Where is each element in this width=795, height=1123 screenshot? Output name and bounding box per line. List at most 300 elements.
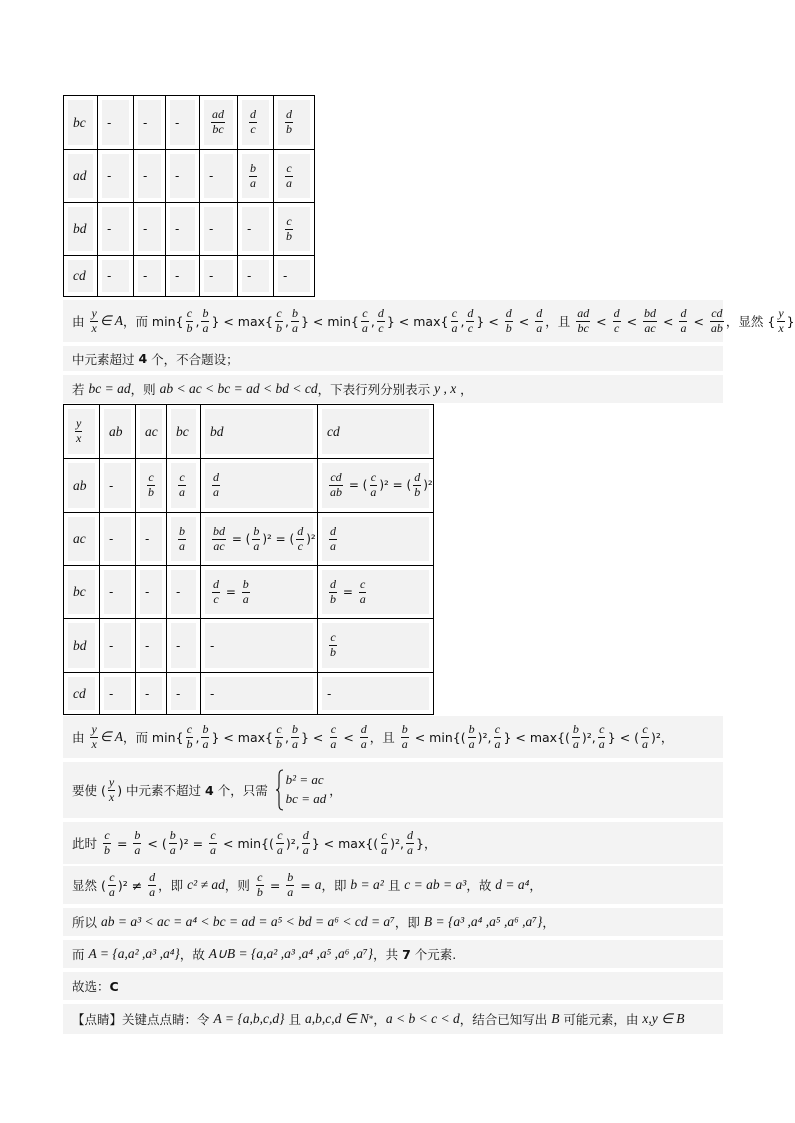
fraction-numerator: y <box>778 305 784 320</box>
fraction-numerator: b <box>287 869 294 884</box>
text-segment: )², <box>390 835 405 851</box>
fraction-numerator: y <box>91 305 97 320</box>
row-label: bc <box>73 584 86 599</box>
text-segment: 【点睛】关键点点睛：令 <box>72 1012 214 1027</box>
fraction-denominator: a <box>286 175 292 190</box>
fraction <box>108 871 116 900</box>
text-segment: ，结合已知写出 <box>459 1012 552 1027</box>
text-segment: - <box>145 638 150 653</box>
text-segment: }， <box>416 836 437 851</box>
text-segment: } < min{ <box>300 313 359 329</box>
text-segment: 故选： <box>72 979 110 994</box>
row-label-cell <box>64 566 100 619</box>
fraction-numerator: d <box>213 576 219 591</box>
text-segment: 由 <box>72 314 89 329</box>
fraction-denominator: a <box>381 842 388 857</box>
fraction <box>329 631 337 660</box>
text-segment: - <box>107 115 112 130</box>
fraction-numerator: cd <box>711 305 723 320</box>
fraction <box>148 871 156 900</box>
fraction <box>276 829 284 858</box>
math-expression: a,b,c,d ∈ N <box>304 1011 369 1026</box>
text-segment: - <box>209 169 214 183</box>
math-expression: a <box>314 877 322 892</box>
fraction-denominator: ab <box>710 320 723 335</box>
header-cell <box>318 405 434 459</box>
text-segment: 且 <box>284 1012 305 1027</box>
text-segment: ， <box>373 1012 386 1027</box>
fraction-numerator: b <box>401 721 408 736</box>
text-segment: 所以 <box>72 915 101 930</box>
table-cell <box>274 256 315 297</box>
fraction <box>211 108 225 137</box>
table-cell <box>238 150 274 203</box>
text-segment: - <box>109 638 114 653</box>
fraction <box>178 471 186 500</box>
table-row <box>64 513 434 566</box>
text-segment: } < max{( <box>503 729 570 745</box>
fraction-numerator: c <box>257 869 263 884</box>
fraction-denominator: a <box>401 736 408 751</box>
text-segment: - <box>109 532 114 546</box>
fraction-numerator: d <box>213 470 219 485</box>
text-segment: } < ( <box>607 729 640 745</box>
fraction <box>275 723 283 752</box>
fraction-numerator: b <box>250 160 256 175</box>
fraction <box>275 307 283 336</box>
math-expression: ab = a³ < ac = a⁴ < bc = ad = a⁵ < bd = a⁶ < cd = a⁷ <box>100 914 395 929</box>
fraction <box>291 723 299 752</box>
math-expression: x,y ∈ B <box>642 1011 685 1026</box>
table-cell <box>200 96 238 150</box>
fraction <box>169 829 177 858</box>
fraction-numerator: d <box>407 827 414 842</box>
equation: bc = ad <box>285 791 327 806</box>
row-label-cell <box>64 96 98 150</box>
fraction-denominator: b <box>256 884 263 899</box>
math-expression: c² ≠ ad <box>187 877 225 892</box>
text-segment: - <box>145 532 150 546</box>
fraction-denominator: a <box>242 591 249 606</box>
fraction <box>291 307 299 336</box>
row-label-cell <box>64 256 98 297</box>
fraction <box>185 723 193 752</box>
row-label: bd <box>73 221 87 236</box>
table-row <box>64 673 434 715</box>
math-expression: A = {a,b,c,d} <box>213 1011 285 1026</box>
solution-line <box>63 300 795 342</box>
fraction <box>329 525 337 554</box>
text-segment: < ( <box>143 835 167 851</box>
fraction-numerator: d <box>377 305 384 320</box>
solution-line <box>63 972 723 1000</box>
row-label: ad <box>73 168 87 183</box>
text-segment: - <box>327 686 332 701</box>
fraction-denominator: a <box>407 842 414 857</box>
solution-line <box>63 716 723 758</box>
fraction-numerator: d <box>302 827 309 842</box>
table-row <box>64 203 315 256</box>
fraction <box>256 871 264 900</box>
fraction-denominator: c <box>213 591 219 606</box>
fraction <box>212 578 220 607</box>
fraction <box>535 307 543 336</box>
fraction-denominator: a <box>179 485 185 499</box>
table-cell <box>166 96 200 150</box>
fraction-numerator: d <box>680 305 687 320</box>
fraction-numerator: c <box>451 305 458 320</box>
fraction-numerator: c <box>186 305 193 320</box>
text-segment: - <box>143 115 148 130</box>
fraction-numerator: d <box>330 576 336 591</box>
fraction <box>380 829 388 858</box>
table-cell <box>134 150 166 203</box>
text-segment: 由 <box>72 730 89 745</box>
text-segment: )² <box>306 531 316 546</box>
fraction-numerator: c <box>109 869 115 884</box>
table-row <box>64 459 434 513</box>
text-segment: ，则 <box>224 878 254 893</box>
text-segment: = ( <box>228 531 251 546</box>
text-segment: < <box>339 729 358 745</box>
text-segment: )² = ( <box>262 531 295 546</box>
text-segment: ，显然 { <box>725 314 776 329</box>
text-segment: 此时 <box>72 836 101 851</box>
text-segment: ，共 <box>373 947 403 962</box>
text-segment: ，而 min{ <box>122 314 184 329</box>
table-cell <box>238 96 274 150</box>
text-segment: - <box>176 638 181 653</box>
table-cell <box>318 619 434 673</box>
fraction <box>329 723 337 752</box>
table-cell <box>134 256 166 297</box>
fraction-numerator: b <box>169 827 176 842</box>
fraction-denominator: ac <box>644 320 656 335</box>
text-segment: , <box>370 313 375 329</box>
text-segment: < <box>514 313 534 329</box>
row-label: bd <box>73 637 87 653</box>
text-segment: } < max{( <box>311 835 379 851</box>
fraction-denominator: x <box>91 320 97 335</box>
text-segment: - <box>247 222 252 236</box>
fraction <box>359 578 367 607</box>
table-row <box>64 96 315 150</box>
text-segment: ，而 min{ <box>122 730 184 745</box>
table-cell <box>238 256 274 297</box>
solution-line <box>63 866 723 904</box>
header-cell <box>167 405 201 459</box>
fraction <box>75 417 82 446</box>
text-segment: - <box>109 686 114 701</box>
fraction-numerator: b <box>134 827 141 842</box>
table-cell <box>100 459 136 513</box>
math-expression: B <box>551 1011 560 1026</box>
text-segment: 要使 ( <box>72 783 106 798</box>
fraction <box>285 108 293 137</box>
row-label-cell <box>64 459 100 513</box>
fraction <box>679 307 687 336</box>
math-expression: bc <box>176 423 189 439</box>
fraction-numerator: b <box>572 721 579 736</box>
fraction <box>413 471 421 500</box>
fraction-denominator: a <box>179 538 185 553</box>
fraction-denominator: a <box>202 736 209 751</box>
fraction <box>401 723 409 752</box>
fraction-denominator: x <box>108 789 115 804</box>
fraction-denominator: b <box>103 842 110 857</box>
text-segment: - <box>175 115 180 130</box>
row-label-cell <box>64 513 100 566</box>
fraction <box>249 162 257 191</box>
text-segment: ，下表行列分别表示 <box>317 382 435 397</box>
text-segment: 个，不合题设； <box>147 351 239 367</box>
fraction-numerator: c <box>277 827 283 842</box>
fraction-numerator: c <box>599 721 605 736</box>
math-expression: A = {a,a² ,a³ ,a⁴} <box>88 946 180 961</box>
text-segment: } <box>786 313 795 329</box>
text-segment: )², <box>581 729 596 745</box>
fraction-numerator: c <box>642 721 648 736</box>
text-segment: < <box>659 313 678 329</box>
text-segment: , <box>285 313 289 329</box>
table-cell <box>134 96 166 150</box>
text-segment: - <box>107 169 112 183</box>
text-segment: 且 <box>383 878 405 893</box>
table-cell <box>167 566 201 619</box>
table-cell <box>200 150 238 203</box>
fraction-denominator: b <box>330 591 336 606</box>
fraction-denominator: a <box>253 538 260 553</box>
fraction <box>108 776 115 805</box>
fraction <box>147 471 155 500</box>
fraction-numerator: c <box>362 305 368 320</box>
fraction-numerator: b <box>202 721 209 736</box>
fraction <box>252 525 260 554</box>
text-segment: } < max{ <box>386 313 449 329</box>
fraction-denominator: a <box>213 485 219 499</box>
fraction-numerator: c <box>360 576 366 591</box>
text-segment: 中元素超过 <box>72 351 139 367</box>
fraction <box>209 829 217 858</box>
fraction-numerator: d <box>297 523 304 538</box>
equation-system <box>275 769 327 811</box>
table-cell <box>167 619 201 673</box>
fraction-denominator: a <box>680 320 687 335</box>
fraction-denominator: x <box>91 736 97 751</box>
fraction-denominator: a <box>494 736 501 751</box>
fraction-numerator: d <box>286 107 292 122</box>
fraction-denominator: a <box>108 884 115 899</box>
row-label-cell <box>64 203 98 256</box>
fraction-numerator: b <box>202 305 209 320</box>
table-cell <box>200 203 238 256</box>
fraction-numerator: d <box>536 305 543 320</box>
left-brace <box>275 769 284 811</box>
fraction <box>505 307 513 336</box>
table-cell <box>166 256 200 297</box>
fraction-numerator: d <box>330 523 336 538</box>
text-segment: )², <box>285 835 300 851</box>
text-segment: < <box>592 313 611 329</box>
equation: b² = ac <box>285 772 324 788</box>
text-segment: - <box>176 686 181 701</box>
fraction-denominator: a <box>169 842 176 857</box>
bold-text: 4 <box>138 351 148 366</box>
fraction-denominator: a <box>451 320 458 335</box>
fraction <box>406 829 414 858</box>
math-expression: B = {a³ ,a⁴ ,a⁵ ,a⁶ ,a⁷} <box>423 914 543 929</box>
text-segment: 可能元素，由 <box>559 1012 643 1027</box>
math-expression: ∈ A <box>99 729 123 744</box>
table-row <box>64 566 434 619</box>
text-segment: ，即 <box>158 878 188 893</box>
fraction-denominator: b <box>286 228 292 243</box>
math-expression: ab < ac < bc = ad < bd < cd <box>159 381 318 396</box>
table-cell <box>167 513 201 566</box>
fraction <box>285 162 293 191</box>
math-expression: ab <box>109 423 123 439</box>
text-segment: < min{( <box>410 729 466 745</box>
table-cell <box>201 566 318 619</box>
table-cell <box>201 459 318 513</box>
fraction-numerator: b <box>291 721 298 736</box>
fraction-numerator: bd <box>644 305 657 320</box>
table-cell <box>98 96 134 150</box>
bold-text: 4 <box>205 782 214 798</box>
text-segment: = <box>112 835 132 851</box>
fraction <box>369 471 377 500</box>
fraction <box>103 829 111 858</box>
fraction-numerator: y <box>108 774 115 789</box>
fraction-denominator: bc <box>212 122 224 136</box>
fraction-denominator: b <box>148 485 154 499</box>
text-segment: ， <box>529 878 542 893</box>
row-label: bc <box>73 114 86 130</box>
text-segment: = <box>222 584 240 599</box>
fraction-denominator: a <box>210 842 217 857</box>
text-segment: ，且 <box>545 314 575 329</box>
text-segment: - <box>107 269 112 283</box>
text-segment: = <box>265 877 285 893</box>
text-segment: - <box>210 638 215 653</box>
fraction-denominator: a <box>276 842 283 857</box>
table-cell <box>134 203 166 256</box>
table-cell <box>318 673 434 715</box>
fraction-denominator: a <box>149 884 156 899</box>
fraction-numerator: c <box>148 470 154 485</box>
fraction-numerator: d <box>149 869 156 884</box>
text-segment: - <box>283 269 288 283</box>
fraction <box>212 471 220 500</box>
fraction-numerator: b <box>291 305 298 320</box>
math-expression: b = a² <box>350 877 384 892</box>
text-segment: , <box>195 313 200 329</box>
fraction-numerator: c <box>104 827 110 842</box>
table-cell <box>318 513 434 566</box>
text-segment: )² <box>423 478 433 492</box>
text-segment: - <box>143 222 148 236</box>
text-segment: - <box>175 169 180 183</box>
row-label: cd <box>73 268 86 283</box>
fraction-denominator: a <box>134 842 141 857</box>
fraction-denominator: ab <box>330 485 342 499</box>
text-segment: )², <box>477 729 492 745</box>
fraction-numerator: y <box>76 416 82 431</box>
equation-list <box>286 771 327 809</box>
fraction-denominator: b <box>276 320 282 335</box>
fraction-numerator: c <box>330 721 337 736</box>
fraction-numerator: c <box>276 305 282 320</box>
table-cell <box>166 150 200 203</box>
text-segment: - <box>107 222 112 236</box>
table-cell <box>238 203 274 256</box>
fraction-numerator: d <box>467 305 474 320</box>
solution-line <box>63 375 723 403</box>
text-segment: } < <box>300 729 328 745</box>
table-cell <box>166 203 200 256</box>
text-segment: ，故 <box>466 878 496 893</box>
table-cell <box>136 513 167 566</box>
text-segment: )² ≠ <box>117 877 147 893</box>
fraction <box>572 723 580 752</box>
fraction-numerator: d <box>360 721 367 736</box>
text-segment: 而 <box>72 947 89 962</box>
fraction-denominator: a <box>287 884 294 899</box>
fraction <box>242 578 250 607</box>
fraction-numerator: b <box>179 523 185 538</box>
text-segment: - <box>143 169 148 183</box>
fraction-denominator: a <box>598 736 605 751</box>
text-segment: - <box>175 269 180 283</box>
fraction-denominator: x <box>76 431 82 445</box>
solution-line <box>63 908 723 936</box>
fraction-denominator: a <box>642 736 649 751</box>
fraction <box>377 307 385 336</box>
fraction <box>361 307 369 336</box>
fraction-numerator: c <box>276 721 282 736</box>
math-expression: A∪B = {a,a² ,a³ ,a⁴ ,a⁵ ,a⁶ ,a⁷} <box>208 946 374 961</box>
math-expression: d = a⁴ <box>495 877 530 892</box>
header-cell <box>136 405 167 459</box>
fraction <box>777 307 784 336</box>
math-expression: bd <box>210 423 224 439</box>
fraction-denominator: a <box>291 736 298 751</box>
fraction-numerator: bd <box>213 523 225 538</box>
text-segment: = ( <box>345 478 368 492</box>
table-cell <box>318 459 434 513</box>
text-segment: - <box>247 269 252 283</box>
table-row <box>64 150 315 203</box>
fraction-denominator: a <box>330 736 337 751</box>
solution-line <box>63 822 723 864</box>
text-segment: } < max{ <box>211 313 273 329</box>
table-cell <box>318 566 434 619</box>
fraction-denominator: b <box>186 320 193 335</box>
math-expression: a < b < c < d <box>385 1011 460 1026</box>
row-label-cell <box>64 619 100 673</box>
text-segment: ， <box>456 382 473 397</box>
fraction <box>468 723 476 752</box>
table-cell <box>100 673 136 715</box>
fraction-numerator: ad <box>212 107 224 122</box>
text-segment: = <box>339 584 357 599</box>
table-cell <box>136 459 167 513</box>
fraction-numerator: d <box>414 470 421 485</box>
solution-line <box>63 940 723 968</box>
table-cell <box>201 673 318 715</box>
lookup-table-continued <box>63 95 315 297</box>
fraction-denominator: b <box>186 736 193 751</box>
